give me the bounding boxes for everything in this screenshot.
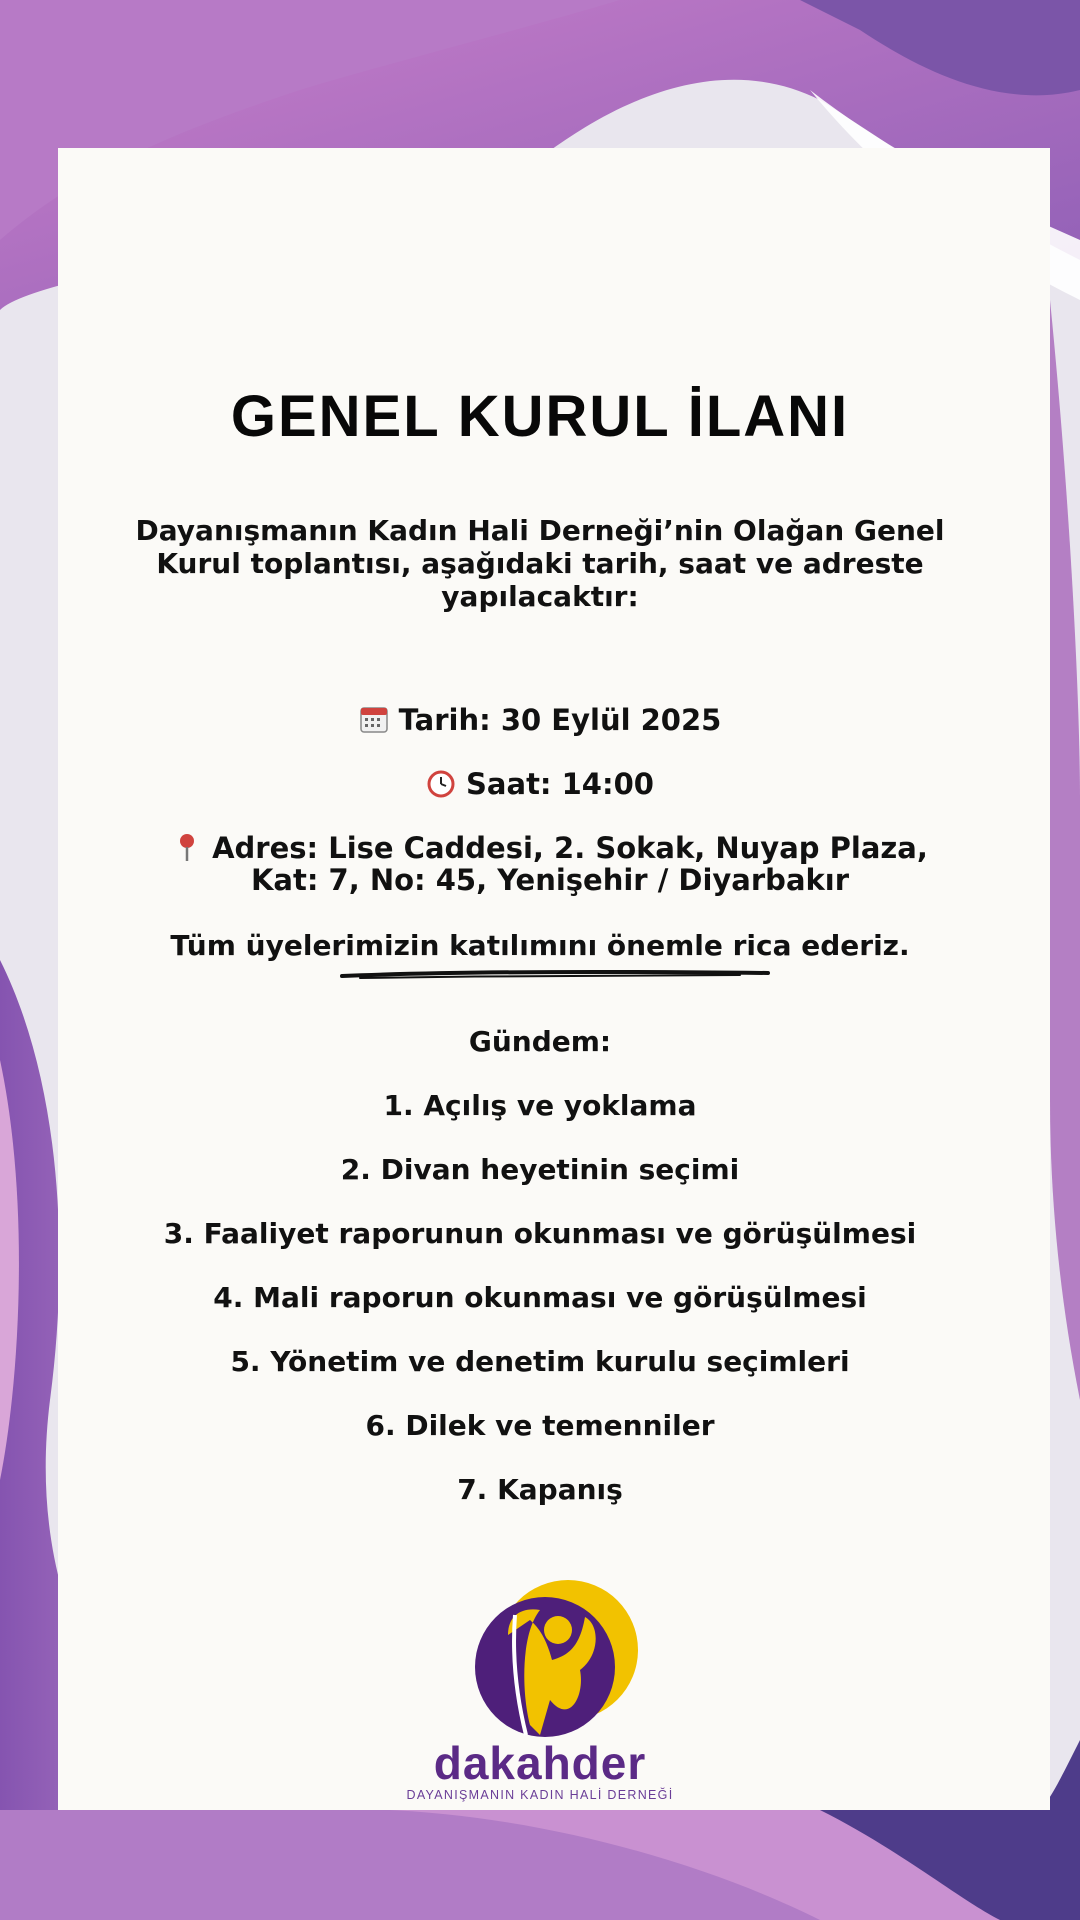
date-line [0, 704, 1080, 736]
time-line [0, 768, 1080, 800]
address-text: Adres: Lise Caddesi, 2. Sokak, Nuyap Plaza, Kat: 7, No: 45, Yenişehir / Diyarbakır [212, 831, 928, 897]
agenda-item: 4. Mali raporun okunması ve görüşülmesi [213, 1281, 867, 1314]
attendance-note: Tüm üyelerimizin katılımını önemle rica ederiz. [170, 929, 910, 962]
agenda-item: 3. Faaliyet raporunun okunması ve görüşülmesi [163, 1217, 917, 1250]
logo-name: dakahder [433, 1737, 647, 1789]
agenda-item: 6. Dilek ve temenniler [365, 1409, 715, 1442]
agenda-list [0, 1088, 1080, 1536]
address-line [150, 832, 950, 896]
logo-subtitle: DAYANIŞMANIN KADIN HALİ DERNEĞİ [406, 1788, 674, 1802]
intro-text: Dayanışmanın Kadın Hali Derneği’nin Olağan Genel Kurul toplantısı, aşağıdaki tarih, saat ve adreste yapılacaktır: [135, 514, 945, 613]
time-text: Saat: 14:00 [466, 767, 654, 801]
agenda-item: 7. Kapanış [457, 1473, 623, 1506]
calendar-icon [359, 704, 389, 734]
page-title: GENEL KURUL İLANI [230, 384, 850, 449]
agenda-title: Gündem: [468, 1025, 612, 1058]
pin-icon [172, 832, 202, 862]
brush-underline [340, 968, 770, 982]
agenda-item: 5. Yönetim ve denetim kurulu seçimleri [230, 1345, 850, 1378]
agenda-item: 2. Divan heyetinin seçimi [340, 1153, 740, 1186]
agenda-item: 1. Açılış ve yoklama [383, 1089, 697, 1122]
alarm-clock-icon [426, 768, 456, 798]
date-text: Tarih: 30 Eylül 2025 [398, 703, 722, 737]
